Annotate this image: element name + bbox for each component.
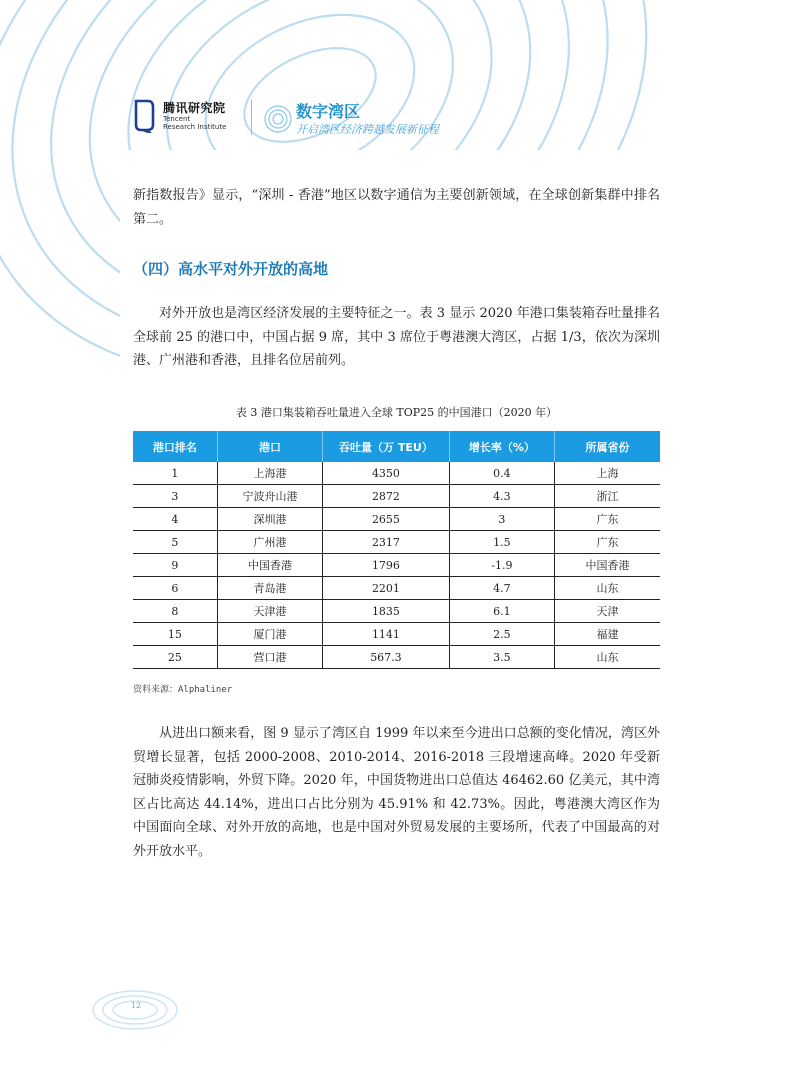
- header-growth: 增长率（%）: [449, 431, 554, 462]
- cell-throughput: 567.3: [323, 646, 449, 669]
- series-subtitle: 开启湾区经济跨越发展新征程: [296, 123, 439, 136]
- cell-rank: 8: [133, 600, 217, 623]
- tencent-research-logo-icon: [133, 99, 155, 133]
- cell-rank: 15: [133, 623, 217, 646]
- header-port: 港口: [217, 431, 322, 462]
- digital-bay-wave-icon: [262, 103, 294, 135]
- series-title: 数字湾区: [296, 102, 361, 121]
- cell-throughput: 2317: [323, 531, 449, 554]
- page-number-text: 12: [130, 1001, 142, 1010]
- cell-rank: 6: [133, 577, 217, 600]
- table-row: [133, 554, 660, 577]
- cell-province: 山东: [555, 577, 660, 600]
- cell-growth: 1.5: [449, 531, 554, 554]
- port-ranking-table: [133, 431, 660, 669]
- cell-rank: 3: [133, 485, 217, 508]
- table-row: [133, 623, 660, 646]
- cell-province: 天津: [555, 600, 660, 623]
- cell-throughput: 4350: [323, 462, 449, 485]
- cell-port: 宁波舟山港: [217, 485, 322, 508]
- org-name-cn: 腾讯研究院: [163, 101, 226, 115]
- cell-growth: 6.1: [449, 600, 554, 623]
- cell-growth: -1.9: [449, 554, 554, 577]
- tencent-research-logo: [133, 97, 233, 137]
- cell-port: 中国香港: [217, 554, 322, 577]
- cell-port: 营口港: [217, 646, 322, 669]
- cell-port: 深圳港: [217, 508, 322, 531]
- cell-port: 青岛港: [217, 577, 322, 600]
- cell-throughput: 2655: [323, 508, 449, 531]
- page-number: [108, 997, 164, 1021]
- cell-throughput: 1796: [323, 554, 449, 577]
- header-province: 所属省份: [555, 431, 660, 462]
- table-source: 资料来源：Alphaliner: [133, 685, 233, 695]
- org-name-en: Tencent Research Institute: [163, 115, 227, 131]
- cell-province: 中国香港: [555, 554, 660, 577]
- paragraph-open-economy: 对外开放也是湾区经济发展的主要特征之一。表 3 显示 2020 年港口集装箱吞吐量排名全球前 25 的港口中，中国占据 9 席，其中 3 席位于粤港澳大湾区，占据 1/3，依次为深圳港、广州港和香港，且排名位居前列。: [133, 306, 660, 368]
- cell-throughput: 1141: [323, 623, 449, 646]
- cell-growth: 4.7: [449, 577, 554, 600]
- cell-province: 福建: [555, 623, 660, 646]
- cell-throughput: 2872: [323, 485, 449, 508]
- cell-port: 厦门港: [217, 623, 322, 646]
- cell-rank: 9: [133, 554, 217, 577]
- intro-paragraph: 新指数报告》显示，“深圳 - 香港”地区以数字通信为主要创新领域，在全球创新集群中排名第二。: [133, 188, 660, 227]
- cell-growth: 4.3: [449, 485, 554, 508]
- cell-rank: 1: [133, 462, 217, 485]
- header-rank: 港口排名: [133, 431, 217, 462]
- paragraph-trade: 从进出口额来看，图 9 显示了湾区自 1999 年以来至今进出口总额的变化情况，湾区外贸增长显著，包括 2000-2008、2010-2014、2016-2018 三段增速高峰。2020 年受新冠肺炎疫情影响，外贸下降。2020 年，中国货物进出口总值达 46462.60 亿美元，其中湾区占比高达 44.14%，进出口占比分别为 45.91% 和 42.73%。因此，粤港澳大湾区作为中国面向全球、对外开放的高地，也是中国对外贸易发展的主要场所，代表了中国最高的对外开放水平。: [133, 726, 660, 859]
- table-row: [133, 600, 660, 623]
- table-row: [133, 577, 660, 600]
- cell-province: 广东: [555, 508, 660, 531]
- cell-port: 天津港: [217, 600, 322, 623]
- header-throughput: 吞吐量（万 TEU）: [323, 431, 449, 462]
- cell-throughput: 1835: [323, 600, 449, 623]
- cell-growth: 3: [449, 508, 554, 531]
- cell-province: 山东: [555, 646, 660, 669]
- cell-throughput: 2201: [323, 577, 449, 600]
- cell-port: 广州港: [217, 531, 322, 554]
- table-caption: 表 3 港口集装箱吞吐量进入全球 TOP25 的中国港口（2020 年）: [235, 406, 558, 419]
- cell-province: 浙江: [555, 485, 660, 508]
- table-row: [133, 508, 660, 531]
- cell-growth: 2.5: [449, 623, 554, 646]
- cell-rank: 5: [133, 531, 217, 554]
- table-row: [133, 646, 660, 669]
- cell-province: 广东: [555, 531, 660, 554]
- table-row: [133, 531, 660, 554]
- cell-growth: 3.5: [449, 646, 554, 669]
- cell-growth: 0.4: [449, 462, 554, 485]
- cell-port: 上海港: [217, 462, 322, 485]
- section-heading: （四）高水平对外开放的高地: [133, 260, 329, 278]
- table-row: [133, 462, 660, 485]
- table-row: [133, 485, 660, 508]
- cell-rank: 4: [133, 508, 217, 531]
- cell-rank: 25: [133, 646, 217, 669]
- header-divider: [251, 99, 252, 135]
- cell-province: 上海: [555, 462, 660, 485]
- series-branding: [262, 99, 482, 139]
- table-header-row: [133, 431, 660, 462]
